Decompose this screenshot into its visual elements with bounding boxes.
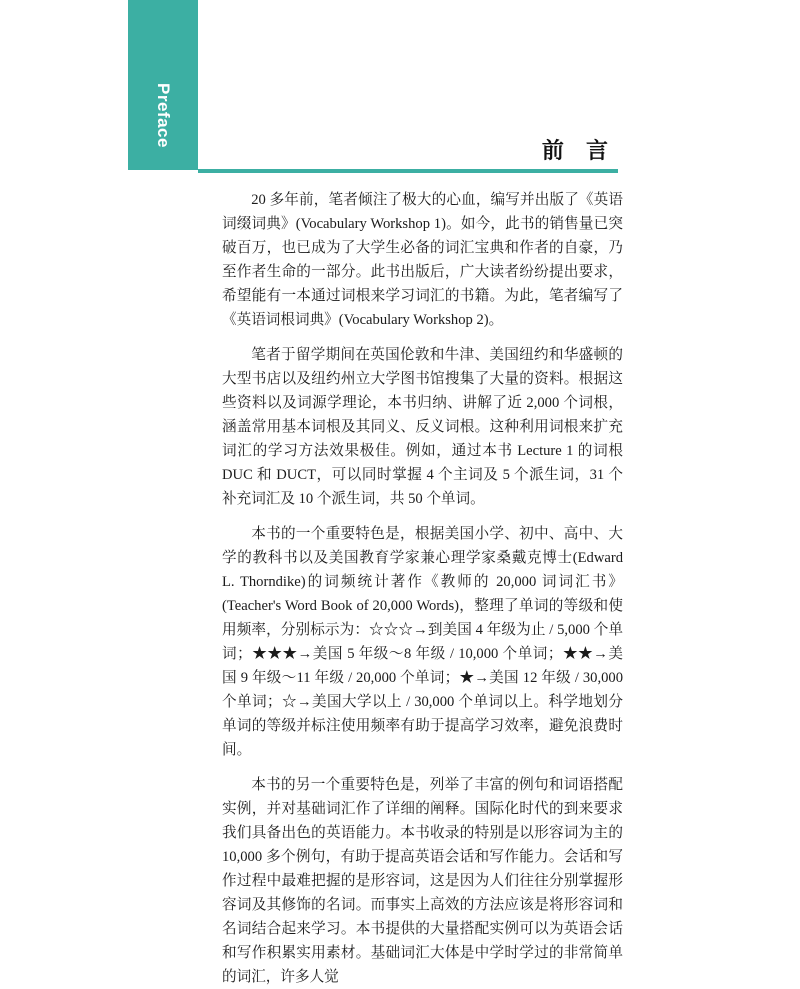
- body-text-column: [222, 188, 623, 989]
- preface-tab-label-wrapper: [128, 0, 198, 170]
- preface-tab-label: Preface: [154, 83, 173, 148]
- paragraph: 笔者于留学期间在英国伦敦和牛津、美国纽约和华盛顿的大型书店以及纽约州立大学图书馆搜集了大量的资料。根据这些资料以及词源学理论，本书归纳、讲解了近 2,000 个词根，涵盖常用基本词根及其同义、反义词根。这种利用词根来扩充词汇的学习方法效果极佳。例如，通过本书 Lecture 1 的词根 DUC 和 DUCT，可以同时掌握 4 个主词及 5 个派生词，31 个补充词汇及 10 个派生词，共 50 个单词。: [222, 347, 623, 507]
- preface-side-tab: [128, 0, 198, 170]
- page-title: 前 言: [541, 138, 616, 163]
- paragraph: 本书的另一个重要特色是，列举了丰富的例句和词语搭配实例，并对基础词汇作了详细的阐释。国际化时代的到来要求我们具备出色的英语能力。本书收录的特别是以形容词为主的 10,000 多个例句，有助于提高英语会话和写作能力。会话和写作过程中最难把握的是形容词，这是因为人们往往分别掌握形容词及其修饰的名词。而事实上高效的方法应该是将形容词和名词结合起来学习。本书提供的大量搭配实例可以为英语会话和写作积累实用素材。基础词汇大体是中学时学过的非常简单的词汇，许多人觉: [222, 777, 623, 985]
- page-header: [0, 0, 800, 175]
- title-underline-rule: [198, 169, 618, 173]
- paragraph: 20 多年前，笔者倾注了极大的心血，编写并出版了《英语词缀词典》(Vocabulary Workshop 1)。如今，此书的销售量已突破百万，也已成为了大学生必备的词汇宝典和作者的自豪，乃至作者生命的一部分。此书出版后，广大读者纷纷提出要求，希望能有一本通过词根来学习词汇的书籍。为此，笔者编写了《英语词根词典》(Vocabulary Workshop 2)。: [222, 192, 623, 328]
- paragraph: 本书的一个重要特色是，根据美国小学、初中、高中、大学的教科书以及美国教育学家兼心理学家桑戴克博士(Edward L. Thorndike)的词频统计著作《教师的 20,000 词词汇书》(Teacher's Word Book of 20,000 Words)，整理了单词的等级和使用频率，分别标示为：☆☆☆→到美国 4 年级为止 / 5,000 个单词；★★★→美国 5 年级～8 年级 / 10,000 个单词；★★→美国 9 年级～11 年级 / 20,000 个单词；★→美国 12 年级 / 30,000 个单词；☆→美国大学以上 / 30,000 个单词以上。科学地划分单词的等级并标注使用频率有助于提高学习效率，避免浪费时间。: [222, 526, 623, 758]
